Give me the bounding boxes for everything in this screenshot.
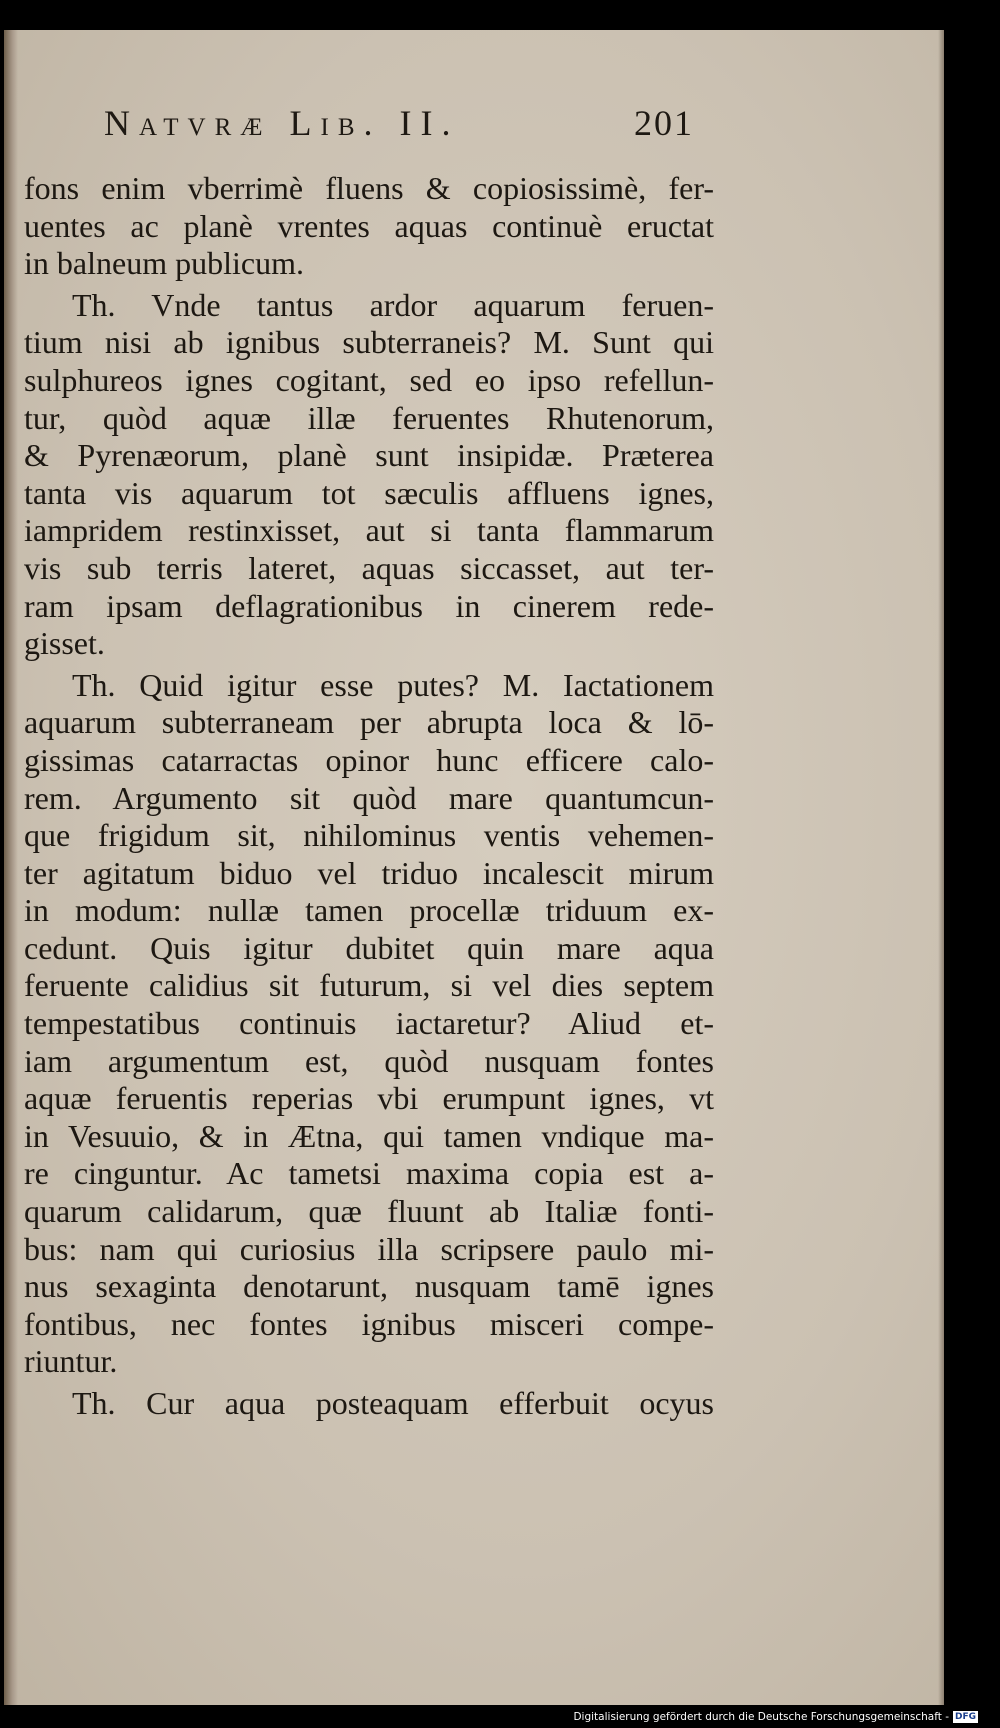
text-line: nus sexaginta denotarunt, nusquam tamē ignes — [24, 1268, 714, 1305]
text-line: aquæ feruentis reperias vbi erumpunt ignes, vt — [24, 1080, 714, 1117]
book-page — [4, 30, 944, 1705]
text-line: cedunt. Quis igitur dubitet quin mare aqua — [24, 929, 714, 966]
dfg-logo: DFG — [954, 1712, 976, 1722]
text-line: bus: nam qui curiosius illa scripsere paulo mi- — [24, 1230, 714, 1267]
page-gutter-edge — [4, 30, 18, 1705]
text-line: tur, quòd aquæ illæ feruentes Rhutenorum, — [24, 399, 714, 436]
text-line: tium nisi ab ignibus subterraneis? M. Sunt qui — [24, 324, 714, 361]
text-line: re cinguntur. Ac tametsi maxima copia est a- — [24, 1155, 714, 1192]
credit-text: Digitalisierung gefördert durch die Deutsche Forschungsgemeinschaft - — [573, 1711, 949, 1723]
page-number: 201 — [634, 103, 694, 143]
text-line: quarum calidarum, quæ fluunt ab Italiæ fonti- — [24, 1193, 714, 1230]
text-line: feruente calidius sit futurum, si vel dies septem — [24, 967, 714, 1004]
text-line: ram ipsam deflagrationibus in cinerem rede- — [24, 587, 714, 624]
digitization-credit — [573, 1711, 978, 1723]
text-line: & Pyrenæorum, planè sunt insipidæ. Præterea — [24, 437, 714, 474]
text-line: tanta vis aquarum tot sæculis affluens ignes, — [24, 474, 714, 511]
text-line: tempestatibus continuis iactaretur? Aliud et- — [24, 1005, 714, 1042]
text-line: ter agitatum biduo vel triduo incalescit mirum — [24, 854, 714, 891]
text-line: gisset. — [24, 625, 105, 662]
paragraph-start-line: Th. Quid igitur esse putes? M. Iactationem — [72, 666, 714, 703]
text-line: in Vesuuio, & in Ætna, qui tamen vndique ma- — [24, 1117, 714, 1154]
text-line: gissimas catarractas opinor hunc efficere calo- — [24, 741, 714, 778]
text-line: iampridem restinxisset, aut si tanta flammarum — [24, 512, 714, 549]
text-line: uentes ac planè vrentes aquas continuè eructat — [24, 207, 714, 244]
running-title: Natvræ Lib. II. — [104, 103, 460, 143]
text-line: sulphureos ignes cogitant, sed eo ipso refellun- — [24, 361, 714, 398]
text-line: riuntur. — [24, 1343, 118, 1380]
text-line: fons enim vberrimè fluens & copiosissimè, fer- — [24, 170, 714, 206]
body-text — [24, 170, 714, 1423]
text-line: que frigidum sit, nihilominus ventis vehemen- — [24, 817, 714, 854]
text-line: aquarum subterraneam per abrupta loca & lō- — [24, 704, 714, 741]
page-fore-edge — [938, 30, 944, 1705]
text-line: in balneum publicum. — [24, 245, 304, 282]
running-head — [104, 94, 694, 146]
text-line: vis sub terris lateret, aquas siccasset, aut ter- — [24, 549, 714, 586]
paragraph-start-line: Th. Cur aqua posteaquam efferbuit ocyus — [72, 1385, 714, 1421]
text-line: in modum: nullæ tamen procellæ triduum ex- — [24, 892, 714, 929]
text-line: fontibus, nec fontes ignibus misceri compe- — [24, 1305, 714, 1342]
text-line: rem. Argumento sit quòd mare quantumcun- — [24, 779, 714, 816]
paragraph-start-line: Th. Vnde tantus ardor aquarum feruen- — [72, 286, 714, 323]
text-line: iam argumentum est, quòd nusquam fontes — [24, 1042, 714, 1079]
